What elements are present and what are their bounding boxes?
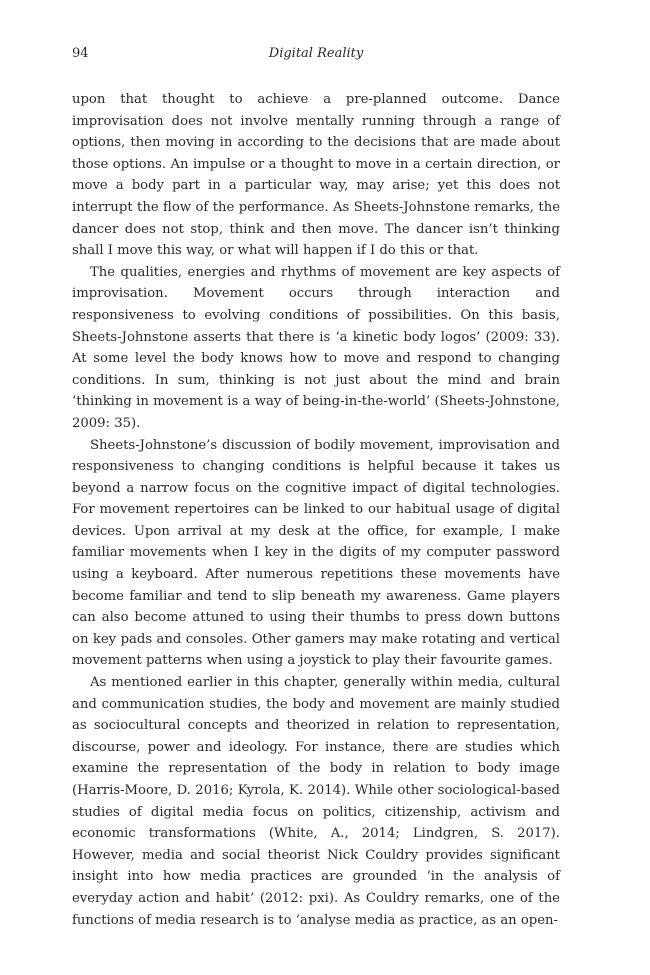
- paragraph-2: The qualities, energies and rhythms of movement are key aspects of improvisation. Movement occurs through interaction and responsiveness to evolving conditions of possibilities. On this basis, Sheets-Johnstone asserts that there is ‘a kinetic body logos’ (2009: 33). At some level the body knows how to move and respond to changing conditions. In sum, thinking is not just about the mind and brain ‘thinking in movement is a way of being-in-the-world’ (Sheets-Johnstone, 2009: 35).: [72, 264, 560, 431]
- page-header: [72, 46, 560, 66]
- paragraph-4: As mentioned earlier in this chapter, generally within media, cultural and communication studies, the body and movement are mainly studied as sociocultural concepts and theorized in relation to representation, discourse, power and ideology. For instance, there are studies which examine the representation of the body in relation to body image (Harris-Moore, D. 2016; Kyrola, K. 2014). While other sociological-based studies of digital media focus on politics, citizenship, activism and economic transformations (White, A., 2014; Lindgren, S. 2017). However, media and social theorist Nick Couldry provides significant insight into how media practices are grounded ‘in the analysis of everyday action and habit’ (2012: pxi). As Couldry remarks, one of the functions of media research is to ‘analyse media as practice, as an open-: [72, 675, 560, 928]
- body-text: [72, 89, 560, 931]
- paragraph-1: upon that thought to achieve a pre-planned outcome. Dance improvisation does not involve mentally running through a range of options, then moving in according to the decisions that are made about those options. An impulse or a thought to move in a certain direction, or move a body part in a particular way, may arise; yet this does not interrupt the flow of the performance. As Sheets-Johnstone remarks, the dancer does not stop, think and then move. The dancer isn’t thinking shall I move this way, or what will happen if I do this or that.: [72, 92, 560, 259]
- running-title: Digital Reality: [268, 46, 364, 61]
- paragraph-3: Sheets-Johnstone’s discussion of bodily movement, improvisation and responsiveness to changing conditions is helpful because it takes us beyond a narrow focus on the cognitive impact of digital technologies. For movement repertoires can be linked to our habitual usage of digital devices. Upon arrival at my desk at the office, for example, I make familiar movements when I key in the digits of my computer password using a keyboard. After numerous repetitions these movements have become familiar and tend to slip beneath my awareness. Game players can also become attuned to using their thumbs to press down buttons on key pads and consoles. Other gamers may make rotating and vertical movement patterns when using a joystick to play their favourite games.: [72, 437, 560, 669]
- page-number: 94: [72, 46, 89, 61]
